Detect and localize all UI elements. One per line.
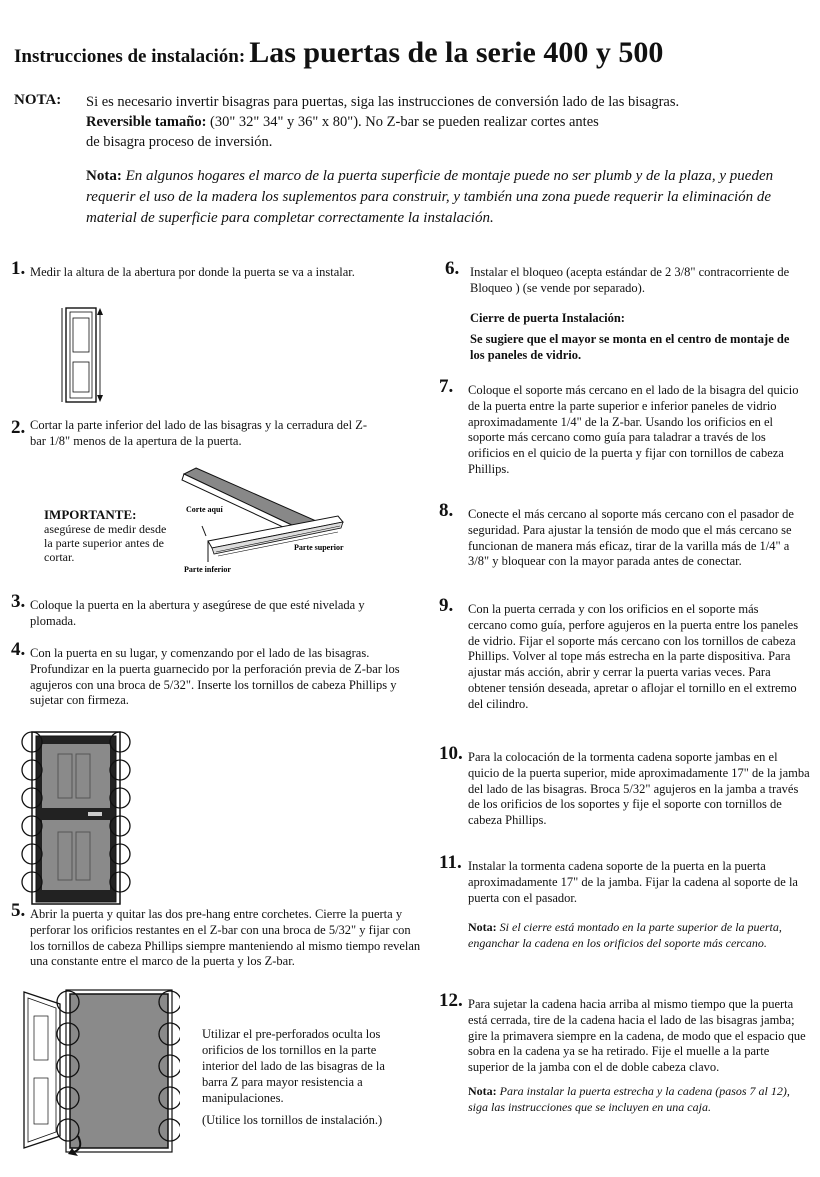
step-7-text: Coloque el soporte más cercano en el lado de la bisagra del quicio de la puerta entre la parte superior e inferior paneles de vidrio aproximadamente 1/4" de la Z-bar. Usando los orificios en el soporte más cercano como guía para taladrar a través de los orificios en el quicio de la puerta y fijar con tornillos de cabeza Phillips. <box>468 383 799 476</box>
step-9 <box>439 595 800 713</box>
nota2-label: Nota: <box>86 168 122 184</box>
step-12-text: Para sujetar la cadena hacia arriba al mismo tiempo que la puerta está cerrada, tire de la cadena hacia el lado de las bisagras jamba; gire la primavera siempre en la cadena, de modo que el espacio que sobra en la cadena ya se ha retirado. Fije el muelle a la parte superior de la jamba con el de doble cabeza clavo. <box>468 997 806 1075</box>
step-3 <box>11 591 392 630</box>
important-text: asegúrese de medir desde la parte superior antes de cortar. <box>44 522 167 564</box>
step-6-number: 6. <box>445 258 460 279</box>
nota-step11-label: Nota: <box>468 920 497 934</box>
step-11 <box>439 852 810 906</box>
step-4 <box>11 639 402 709</box>
nota2-block <box>86 166 786 229</box>
cierre-heading: Cierre de puerta Instalación: <box>470 311 625 325</box>
figure-door-screws <box>18 728 133 906</box>
step-1-number: 1. <box>11 258 26 279</box>
step-4-number: 4. <box>11 639 26 660</box>
nota-step12 <box>468 1083 803 1115</box>
step-7 <box>439 376 800 478</box>
step-2 <box>12 418 372 450</box>
nota-step12-label: Nota: <box>468 1084 497 1098</box>
step-10-number: 10. <box>439 743 463 764</box>
important-note <box>44 508 174 564</box>
step-8 <box>439 500 800 570</box>
cierre-text: Se sugiere que el mayor se monta en el centro de montaje de los paneles de vidrio. <box>470 332 790 362</box>
step-11-number: 11. <box>439 852 462 873</box>
caption-step5-text: Utilizar el pre-perforados oculta los orificios de los tornillos en la parte interior del lado de las bisagras de la barra Z para mayor resistencia a manipulaciones. <box>202 1027 385 1105</box>
step-1-text: Medir la altura de la abertura por donde la puerta se va a instalar. <box>30 265 355 279</box>
step-3-number: 3. <box>11 591 26 612</box>
step-8-text: Conecte el más cercano al soporte más cercano con el pasador de seguridad. Para ajustar la tensión de modo que el más cercano se funcionan de manera más eficaz, tirar de la varilla más de 1/4" a 3/8" y bloquear con la mayor parada antes de conectar. <box>468 507 794 569</box>
step-6 <box>445 258 796 297</box>
step-5 <box>11 900 422 970</box>
step-7-number: 7. <box>439 376 454 397</box>
step-2-text: Cortar la parte inferior del lado de las bisagras y la cerradura del Z-bar 1/8" menos de la apertura de la puerta. <box>30 418 367 448</box>
important-label: IMPORTANTE: <box>44 507 137 522</box>
step-3-text: Coloque la puerta en la abertura y asegúrese de que esté nivelada y plomada. <box>30 598 365 628</box>
nota-step11-text: Si el cierre está montado en la parte superior de la puerta, enganchar la cadena en los orificios del soporte más cercano. <box>468 920 782 950</box>
nota-line3: de bisagra proceso de inversión. <box>86 134 273 150</box>
label-corte: Corte aquí <box>186 505 223 514</box>
figure-door-measure <box>58 306 108 406</box>
step-6-text: Instalar el bloqueo (acepta estándar de 2 3/8" contracorriente de Bloqueo ) (se vende por separado). <box>470 265 790 295</box>
step-12 <box>439 990 812 1076</box>
step-12-number: 12. <box>439 990 463 1011</box>
nota-step12-text: Para instalar la puerta estrecha y la cadena (pasos 7 al 12), siga las instrucciones que se incluyen en una caja. <box>468 1084 790 1114</box>
step-9-number: 9. <box>439 595 454 616</box>
nota-text <box>86 92 786 152</box>
label-parte-superior: Parte superior <box>294 543 344 552</box>
step-5-text: Abrir la puerta y quitar las dos pre-hang entre corchetes. Cierre la puerta y perforar los orificios restantes en el Z-bar con una broca de 5/32" y fijar con los tornillos de cabeza Phillips siempre manteniendo al mismo tiempo revelan una constante entre el marco de la puerta y los Z-bar. <box>30 907 421 969</box>
title-main: Las puertas de la serie 400 y 500 <box>249 36 664 69</box>
step-11-text: Instalar la tormenta cadena soporte de la puerta en la puerta aproximadamente 17" de la jamba. Fijar la cadena al soporte de la puerta con el pasador. <box>468 859 798 905</box>
step-1 <box>11 258 412 281</box>
caption-step5-note: (Utilice los tornillos de instalación.) <box>202 1113 383 1127</box>
nota2-text: En algunos hogares el marco de la puerta superficie de montaje puede no ser plumb y de la plaza, y pueden requerir el uso de la madera los suplementos para construir, y también una zona puede requerir la eliminación de material de superficie para completar correctamente la instalación. <box>86 168 774 226</box>
step-4-text: Con la puerta en su lugar, y comenzando por el lado de las bisagras. Profundizar en la puerta guarnecido por la perforación previa de Z-bar los agujeros con una broca de 5/32". Inserte los tornillos de cabeza Phillips y sujetar con firmeza. <box>30 646 400 708</box>
caption-step5 <box>202 1026 402 1128</box>
step-10-text: Para la colocación de la tormenta cadena soporte jambas en el quicio de la puerta superior, mide aproximadamente 17" de la jamba del lado de las bisagras. Broca 5/32" agujeros en la jamba a través de los orificios de los soportes y fije el soporte con tornillos de cabeza Phillips. <box>468 750 810 828</box>
label-parte-inferior: Parte inferior <box>184 565 231 574</box>
figure-zbar-cut <box>178 466 348 581</box>
page-title <box>14 36 663 70</box>
step-5-number: 5. <box>11 900 26 921</box>
reversible-label: Reversible tamaño: <box>86 114 207 130</box>
nota-line1: Si es necesario invertir bisagras para puertas, siga las instrucciones de conversión lado de las bisagras. <box>86 94 680 110</box>
step-8-number: 8. <box>439 500 454 521</box>
figure-door-open <box>20 986 180 1156</box>
nota-label: NOTA: <box>14 92 62 108</box>
nota-step11 <box>468 919 798 951</box>
step-2-number: 2. <box>11 417 26 438</box>
reversible-text: (30" 32" 34" y 36" x 80"). No Z-bar se pueden realizar cortes antes <box>210 114 599 130</box>
title-prefix: Instrucciones de instalación: <box>14 46 246 67</box>
step-9-text: Con la puerta cerrada y con los orificios en el soporte más cercano como guía, perfore agujeros en la puerta entre los paneles de vidrio. Fijar el soporte más cercano con los tornillos de cabeza Phillips. Volver al tope más estrecha en la parte dispositiva. Para ajustar más acción, abrir y cerrar la puerta varias veces. Para obtener tensión deseada, apretar o aflojar el tornillo en el extremo del cilindro. <box>468 602 799 711</box>
step-10 <box>439 743 810 829</box>
